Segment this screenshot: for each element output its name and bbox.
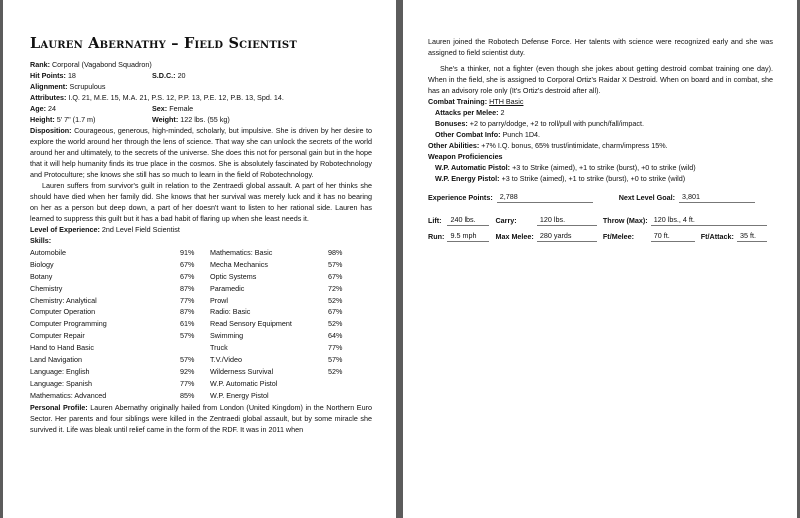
skill-percent: 57% (328, 259, 343, 269)
next-level-goal-field[interactable]: 3,801 (679, 191, 755, 203)
skill-name: Computer Operation (30, 307, 96, 317)
right-page (403, 0, 797, 518)
wp-energy-line: W.P. Energy Pistol: +3 to Strike (aimed), +1 to strike (burst), +0 to strike (wild) (435, 174, 686, 183)
skill-percent: 57% (180, 331, 195, 341)
guilt-paragraph: Lauren suffers from survivor's guilt in relation to the Zentraedi global assault. A part of her thinks she should have died when her family did. She knows that her survival was merely luck and it has no bearing on her as a person but deep down, a part of her doesn't want to listen to her rational side. Lauren has learned to suppress this guilt but it has a bad habit of flaring up when she least needs it. (30, 181, 372, 223)
skill-name: Hand to Hand Basic (30, 343, 94, 353)
page-title: Lauren Abernathy – Field Scientist (30, 35, 297, 52)
skill-percent: 67% (328, 271, 343, 281)
skill-name: Language: Spanish (30, 378, 92, 388)
throw-field[interactable]: 120 lbs., 4 ft. (651, 214, 767, 226)
skill-percent (328, 378, 348, 390)
experience-level-line: Level of Experience: 2nd Level Field Scientist (30, 225, 180, 234)
skill-percent: 52% (328, 366, 343, 376)
skill-percent (180, 342, 210, 354)
skill-name: Computer Repair (30, 331, 85, 341)
skill-percent (328, 390, 348, 402)
skill-percent: 64% (328, 331, 343, 341)
hp-sdc-line: Hit Points: 18 S.D.C.: 20 (30, 71, 186, 80)
run-field[interactable]: 9.5 mph (447, 230, 489, 242)
age-sex-line: Age: 24 Sex: Female (30, 104, 194, 113)
skill-name: Language: English (30, 366, 90, 376)
skill-percent: 67% (328, 307, 343, 317)
skill-name: W.P. Energy Pistol (210, 390, 269, 400)
skill-percent: 77% (328, 343, 343, 353)
profile-continued-paragraph: Lauren joined the Robotech Defense Force. Her talents with science were recognized early and she was assigned to field scientist duty. (428, 37, 773, 57)
skill-name: Chemistry: Analytical (30, 295, 97, 305)
bonuses-line: Bonuses: +2 to parry/dodge, +2 to roll/pull with punch/fall/impact. (435, 119, 644, 128)
hth-basic-link[interactable]: HTH Basic (489, 97, 524, 106)
skill-name: Chemistry (30, 283, 63, 293)
skill-percent: 98% (328, 248, 343, 257)
combat-training-line: Combat Training: HTH Basic (428, 97, 524, 106)
alignment-line: Alignment: Scrupulous (30, 82, 106, 91)
skill-percent: 92% (180, 366, 195, 376)
skill-percent: 57% (180, 355, 195, 365)
skill-name: T.V./Video (210, 355, 242, 365)
skill-name: Mecha Mechanics (210, 259, 268, 269)
skills-heading: Skills: (30, 236, 52, 245)
experience-line: Experience Points: 2,788 Next Level Goal: 3,801 (428, 191, 773, 203)
skill-percent: 61% (180, 319, 195, 329)
skill-name: Computer Programming (30, 319, 107, 329)
physical-stats: Lift: 240 lbs. Carry: 120 lbs. Throw (Max): 120 lbs., 4 ft. Run: 9.5 mph Max Melee: 280 yards Ft/Melee: 70 ft. Ft/Attack: 35 ft. (428, 214, 773, 242)
skill-name: Swimming (210, 331, 244, 341)
ft-melee-field[interactable]: 70 ft. (651, 230, 695, 242)
max-melee-field[interactable]: 280 yards (537, 230, 597, 242)
attributes-line: Attributes: I.Q. 21, M.E. 15, M.A. 21, P.S. 12, P.P. 13, P.E. 12, P.B. 13, Spd. 14. (30, 93, 284, 102)
skill-percent: 87% (180, 283, 195, 293)
skill-name: Automobile (30, 248, 66, 257)
skill-name: Optic Systems (210, 271, 257, 281)
skill-percent: 52% (328, 319, 343, 329)
skill-percent: 67% (180, 259, 195, 269)
skills-table (30, 247, 372, 402)
skill-percent: 57% (328, 355, 343, 365)
ft-attack-field[interactable]: 35 ft. (737, 230, 767, 242)
skill-percent: 77% (180, 295, 195, 305)
disposition-paragraph: Disposition: Courageous, generous, high-minded, scholarly, but impulsive. She is driven by her desire to explore the world around her through the lens of science. That way she can unlock the secrets of the world around her and ultimately, to the secrets of the universe. She does this not for personal gain but in the hope that it will help humanity finds its true place in the cosmos. She is absolutely fascinated by Robotechnology and Protoculture; she knows she still has so much to learn in the field of Robotechnology. (30, 126, 373, 179)
skill-name: Paramedic (210, 283, 245, 293)
skill-name: Mathematics: Basic (210, 248, 273, 257)
skill-percent: 67% (180, 271, 195, 281)
skill-name: Read Sensory Equipment (210, 319, 292, 329)
skill-name: Radio: Basic (210, 307, 251, 317)
other-combat-line: Other Combat Info: Punch 1D4. (435, 130, 541, 139)
weapon-proficiencies-heading: Weapon Proficiencies (428, 152, 503, 161)
attacks-line: Attacks per Melee: 2 (435, 108, 505, 117)
skill-name: Wilderness Survival (210, 366, 274, 376)
skill-percent: 91% (180, 248, 195, 257)
skill-percent: 77% (180, 378, 195, 388)
skill-percent: 52% (328, 295, 343, 305)
thinker-paragraph: She's a thinker, not a fighter (even though she jokes about getting destroid combat training one day). When in the field, she is assigned to Corporal Ortiz's Raidar X Destroid. When on board and in combat, she has an advisory role only (It's Ortiz's destroid after all). (428, 64, 773, 95)
lift-field[interactable]: 240 lbs. (447, 214, 489, 226)
skill-percent: 87% (180, 307, 195, 317)
skill-name: Truck (210, 343, 228, 353)
skill-name: Botany (30, 271, 53, 281)
wp-auto-line: W.P. Automatic Pistol: +3 to Strike (aimed), +1 to strike (burst), +0 to strike (wild) (435, 163, 696, 172)
skill-name: Mathematics: Advanced (30, 390, 107, 400)
skill-name: Prowl (210, 295, 228, 305)
experience-points-field[interactable]: 2,788 (497, 191, 593, 203)
skill-name: W.P. Automatic Pistol (210, 378, 278, 388)
left-page (3, 0, 396, 518)
skill-name: Biology (30, 259, 54, 269)
height-weight-line: Height: 5' 7" (1.7 m) Weight: 122 lbs. (55 kg) (30, 115, 230, 124)
rank-line: Rank: Corporal (Vagabond Squadron) (30, 60, 152, 69)
skill-name: Land Navigation (30, 355, 82, 365)
carry-field[interactable]: 120 lbs. (537, 214, 597, 226)
other-abilities-line: Other Abilities: +7% I.Q. bonus, 65% trust/intimidate, charm/impress 15%. (428, 141, 668, 150)
skill-percent: 85% (180, 390, 195, 400)
personal-profile-paragraph: Personal Profile: Lauren Abernathy originally hailed from London (United Kingdom) in the Northern Euro Sector. Her parents and four siblings were killed in the Zentraedi global assault, but by some miracle she survived it. Life was bleak until relief came in the form of the RDF. It was in 2011 when (30, 402, 372, 434)
skill-percent: 72% (328, 283, 343, 293)
